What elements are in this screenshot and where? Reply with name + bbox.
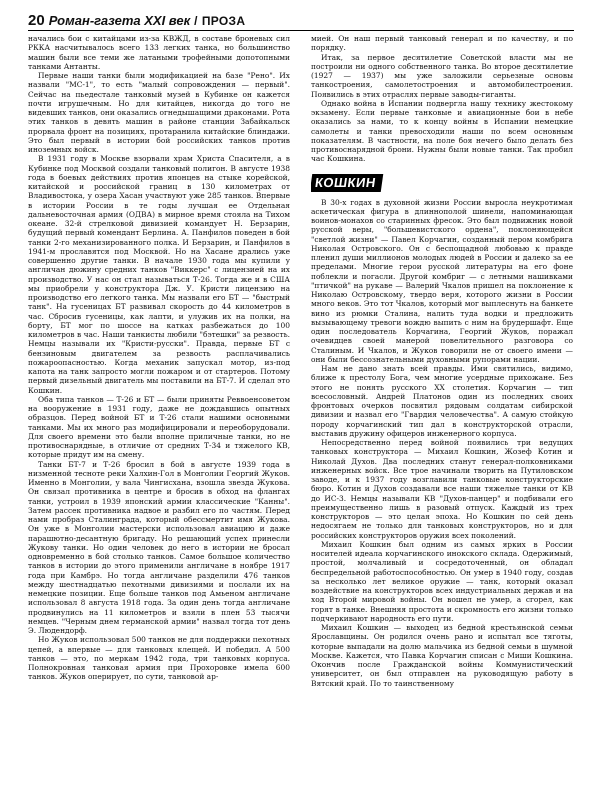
section-spacer: [311, 164, 573, 172]
section-heading-wrap: [311, 172, 573, 198]
paragraph: Однако война в Испании подвергла нашу технику жестокому экзамену. Если первые танковые и авиационные бои в небе оказались за нами, то к концу войны в Испании немецкие самолеты и танки превосходили наши по всем основным показателям. В частности, на поле боя нечего было делать без противоснарядной брони. Нужны были новые танки. Так пробил час Кошкина.: [311, 98, 573, 164]
paragraph: Непосредственно перед войной появились три ведущих танковых конструктора — Михаил Кошкин, Жозеф Котин и Николай Духов. Два последних станут генерал-полковниками инженерных войск. Все трое начинали творить на Путиловском заводе, и к 1937 году возглавили танковые конструкторские бюро. Котин и Духов создавали все наши тяжелые танки от КВ до ИС-3. Немцы называли КВ "Духов-панцер" и подбивали его преимущественно лишь в разовый отпуск. Каждый из трех конструкторов — это целая эпоха. Но Кошкин по сей день недосягаем не только для танковых конструкторов, но и для российских конструкторов оружия всех поколений.: [311, 438, 573, 540]
paragraph: Оба типа танков — Т-26 и БТ — были приняты Реввоенсоветом на вооружение в 1931 году, даже не дождавшись опытных образцов. Перед войной БТ и Т-26 стали нашими основными танками. Мы их много раз модифицировали и переоборудовали. Для своего времени это были вполне приличные танки, но не противоснарядные, в отличие от средних Т-34 и тяжелого КВ, которые придут им на смену.: [28, 394, 290, 460]
magazine-title: Роман-газета XXI век: [48, 13, 191, 28]
paragraph: Первые наши танки были модификацией на базе "Рено". Их назвали "МС-1", то есть "малый сопровождения — первый". Сейчас на пьедестале танковый музей в Кубинке он кажется почти игрушечным. Но для китайцев, никогда до того не видевших танков, они оказались огнедышащими драконами. Рота этих танков в девять машин в районе станции Забайкальск прорвала фронт на позициях, протаранила китайские блиндажи. Это был первый в истории бой российских танков против иноземных войск.: [28, 71, 290, 154]
section-separator: /: [194, 14, 198, 28]
paragraph: Михаил Кошкин — выходец из бедной крестьянской семьи Ярославщины. Он родился очень рано и испытал все тяготы, которые выпадали на долю мальчика из бедной семьи в шумной Москве. Кажется, что Павка Корчагин списан с Миши Кошкина. Окончив после Гражданской войны Коммунистический университет, он был отправлен на руководящую работу в Вятский край. По то таинственному: [311, 623, 573, 688]
paragraph: В 30-х годах в духовной жизни России выросла неукротимая аскетическая фигура в длиннополой шинели, напоминающая воинов-монахов со старинных фресок. Это был подвижник новой русской веры, "большевистского ордена", поклоняющейся "светлой жизни" — Павел Корчагин, созданный пером комбрига Николая Островского. Он с беспощадной любовью к правде пленил души миллионов молодых людей в России и далеко за ее пределами. Многие герои русской литературы на его фоне поблекли и погасли. Другой комбриг — с летными нашивками "птичкой" на рукаве — Валерий Чкалов пришел на поклонение к Николаю Островскому, твердо веря, которого жизни в России много веков. Это тот Чкалов, который мог выплеснуть на банкете вино из рюмки Сталина, налить туда водки и предложить вызывающему тревоги вождю выпить с ним на брудершафт. Еще один последователь Корчагина, Георгий Жуков, поражал очевидцев своей манерой повелительного разговора со Сталиным. И Чкалов, и Жуков говорили не от своего имени — они были бессознательными духовными рупорами нации.: [311, 197, 573, 364]
section-heading: КОШКИН: [311, 174, 383, 192]
paragraph: Но Жуков использовал 500 танков не для поддержки пехотных цепей, а впервые — для танковых клещей. И победил. А 500 танков — это, по меркам 1942 года, три танковых корпуса. Полнокровная танковая армия при Прохоровке имела 600 танков. Жуков оперирует, по сути, танковой ар-: [28, 635, 290, 682]
section-label: ПРОЗА: [201, 14, 246, 28]
left-column: [28, 34, 290, 794]
paragraph: Танки БТ-7 и Т-26 бросил в бой в августе 1939 года в низменной тесноте реки Халхин-Гол в Монголии Георгий Жуков. Именно в Монголии, у вала Чингисхана, взошла звезда Жукова. Он связал противника в центре и бросив в обход на флангах танки, устроил в 1939 японский армии классические "Канны". Затем рассек противника надвое и разбил его по частям. Перед нами пробраз Сталинграда, который обессмертит имя Жукова. Он уже в Монголии мастерски использовал авиацию и даже парашютно-десантную бригаду. Но решающий успех принесли Жукову танки. Но один человек до него в истории не бросал одновременно в бой столько танков. Самое большое количество танков в истории до этого применили англичане в ноябре 1917 года при Камбрэ. Но тогда англичане разделили 476 танков между шестнадцатью пехотными дивизиями и послали их на немецкие позиции. Еще больше танков под Амьеном англичане использовал 8 августа 1918 года. За один день тогда англичане продвинулись на 11 километров и взяли в плен 53 тысячи немцев. "Черным днем германской армии" назвал тогда тот день Э. Людендорф.: [28, 459, 290, 635]
paragraph: Итак, за первое десятилетие Советской власти мы не построили ни одного собственного танка. Во второе десятилетие (1927 — 1937) мы уже заложили серьезные основы танкостроения, самолетостроения и автомобилестроения. Появились в этих отраслях первые заводы-гиганты.: [311, 52, 573, 99]
paragraph: Михаил Кошкин был одним из самых ярких в России носителей идеала корчагинского инокского склада. Одержимый, простой, молчаливый и сосредоточенный, он обладал беспредельной работоспособностью. Он умер в 1940 году, создав за несколько лет великое оружие — танк, который оказал воздействие на конструкторов всех индустриальных держав и на ход Второй мировой войны. Он вошел не умер, а сгорел, как горят в танке. Внешняя простота и скромность его жизни только подчеркивают народность его пути.: [311, 539, 573, 623]
paragraph: мией. Он наш первый танковый генерал и по качеству, и по порядку.: [311, 34, 573, 53]
right-column: [311, 34, 573, 794]
page-header: [28, 8, 574, 31]
page-number: 20: [28, 12, 45, 29]
paragraph: начались бои с китайцами из-за КВЖД, в составе броневых сил РККА насчитывалось всего 133 легких танка, но большинство машин были все теми же латаными трофейными допотопными танками Антанты.: [28, 34, 290, 71]
paragraph: Нам не дано знать всей правды. Ими святились, видимо, ближе к престолу Бога, чем многие усердные прихожане. Без этого не понять русского XX столетия. Корчагин — тип всесословный. Андрей Платонов один из последних своих фронтовых очерков посвятил рядовым солдатам сибирской дивизии и назвал его "Гвардия человечества". А самую стойкую породу корчагинский тип дал в конструкторской отрасли, выставив дружину офицеров инженерного корпуса.: [311, 364, 573, 438]
paragraph: В 1931 году в Москве взорвали храм Христа Спасителя, а в Кубинке под Москвой создали танковый полигон. В августе 1938 года в боевых действиях против японцев на стыке корейской, китайской и российской границ в 130 километрах от Владивостока, у озера Хасан участвуют уже 285 танков. Впервые в истории России в те годы лучшая ее Отдельная дальневосточная армия (ОДВА) в мирное время стояла на Тихом океане. 32-й стрелковой дивизией командует Н. Берзарин, будущий первый комендант Берлина. А. Панфилов поведен в бой танки 2-го механизированного полка. И Берзарин, и Панфилов в 1941-м прославятся под Москвой. Но на Хасане дрались уже совершенно другие танки. В начале 1930 года мы купили у англичан дюжину средних танков "Виккерс" с лицензией на их производство. У нас он стал называться Т-26. Тогда же и в США мы приобрели у конструктора Дж. У. Кристи лицензию на производство его легкого танка. Мы назвали его БТ — "быстрый танк". На гусеницах БТ развивал скорость до 44 километров в час. Сбросив гусеницы, как лапти, и улужив их на полки, на борту, БТ мог по шоссе на катках разбежаться до 100 километров в час. Наши танкисты любили "бэтешки" за резвость. Немцы называли их "Кристи-русски". Правда, первые БТ с бензиновым двигателем за резвость расплачивались пожароопасностью. Когда механик запускал мотор, из-под капота на танк запросто могли пожаром и от стартеров. Потому первый дизельный двигатель мы поставили на БТ-7. И сделал это Кошкин.: [28, 154, 290, 395]
